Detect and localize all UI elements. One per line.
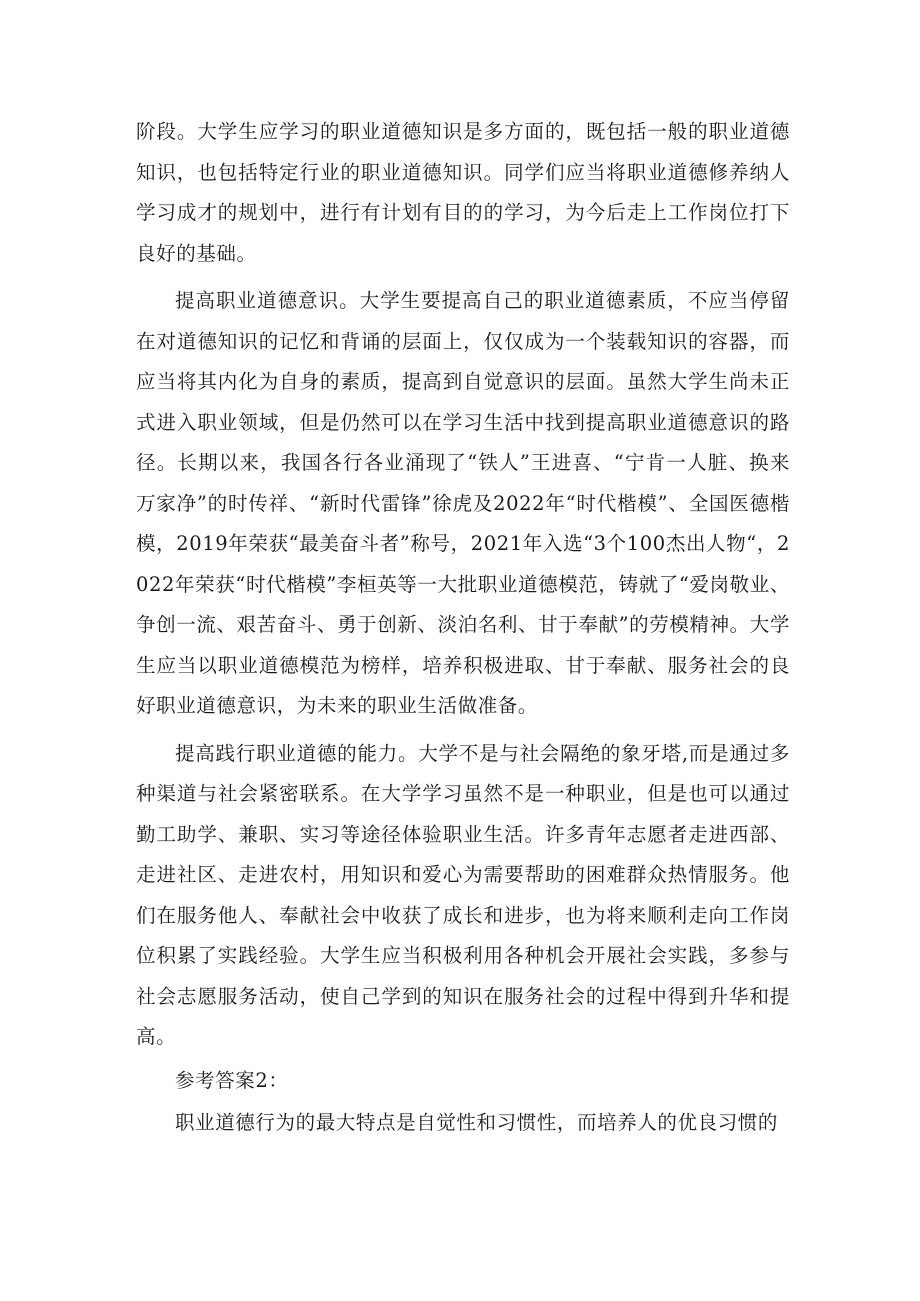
paragraph-behavior-habits: 职业道德行为的最大特点是自觉性和习惯性，而培养人的优良习惯的 <box>175 1111 779 1134</box>
document-body <box>136 112 790 1144</box>
reference-answer-heading: 参考答案2： <box>175 1068 289 1092</box>
paragraph-practice-ability: 提高践行职业道德的能力。大学不是与社会隔绝的象牙塔,而是通过多种渠道与社会紧密联系。在大学学习虽然不是一种职业，但是也可以通过勤工助学、兼职、实习等途径体验职业生活。许多青年志愿者走进西部、走进社区、走进农村，用知识和爱心为需要帮助的困难群众热情服务。他们在服务他人、奉献社会中收获了成长和进步，也为将来顺利走向工作岗位积累了实践经验。大学生应当积极利用各种机会开展社会实践，多参与社会志愿服务活动，使自己学到的知识在服务社会的过程中得到升华和提高。 <box>136 741 790 1048</box>
paragraph-continuation: 阶段。大学生应学习的职业道德知识是多方面的，既包括一般的职业道德知识，也包括特定行业的职业道德知识。同学们应当将职业道德修养纳人学习成才的规划中，进行有计划有目的的学习，为今后走上工作岗位打下良好的基础。 <box>136 120 790 265</box>
paragraph-professional-ethics-awareness: 提高职业道德意识。大学生要提高自己的职业道德素质，不应当停留在对道德知识的记忆和背诵的层面上，仅仅成为一个装载知识的容器，而应当将其内化为自身的素质，提高到自觉意识的层面。虽然大学生尚未正式进入职业领域，但是仍然可以在学习生活中找到提高职业道德意识的路径。长期以来，我国各行各业涌现了“铁人”王进喜、“宁肯一人脏、换来万家净”的时传祥、“新时代雷锋”徐虎及2022年“时代楷模”、全国医德楷模，2019年荣获“最美奋斗者”称号，2021年入选“3个100杰出人物“，2022年荣获“时代楷模”李桓英等一大批职业道德模范，铸就了“爱岗敬业、争创一流、艰苦奋斗、勇于创新、淡泊名利、甘于奉献”的劳模精神。大学生应当以职业道德模范为榜样，培养积极进取、甘于奉献、服务社会的良好职业道德意识，为未来的职业生活做准备。 <box>136 289 790 717</box>
